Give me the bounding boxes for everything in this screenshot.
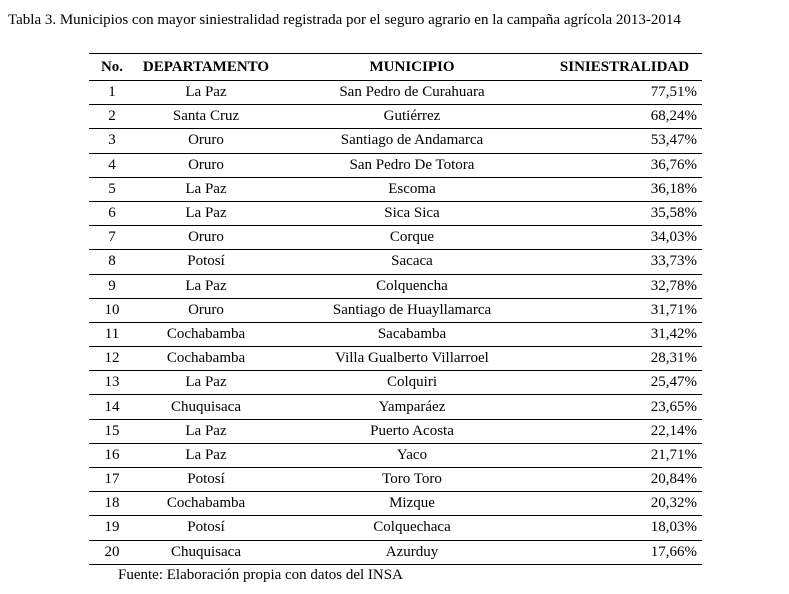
cell-municipio: Yamparáez: [277, 395, 547, 419]
cell-siniestralidad: 31,71%: [547, 298, 702, 322]
table-row: [89, 419, 702, 443]
table-row: [89, 468, 702, 492]
header-siniestralidad: SINIESTRALIDAD: [547, 54, 702, 81]
cell-no: 9: [89, 274, 135, 298]
cell-departamento: Santa Cruz: [135, 105, 277, 129]
table-caption: Tabla 3. Municipios con mayor siniestralidad registrada por el seguro agrario en la campaña agrícola 2013-2014: [8, 12, 681, 28]
cell-departamento: La Paz: [135, 371, 277, 395]
source-note: Fuente: Elaboración propia con datos del INSA: [118, 567, 403, 583]
cell-municipio: Sacaca: [277, 250, 547, 274]
cell-no: 10: [89, 298, 135, 322]
table-row: [89, 371, 702, 395]
cell-municipio: Colquencha: [277, 274, 547, 298]
cell-municipio: Sacabamba: [277, 322, 547, 346]
cell-departamento: Potosí: [135, 250, 277, 274]
cell-siniestralidad: 20,84%: [547, 468, 702, 492]
cell-siniestralidad: 18,03%: [547, 516, 702, 540]
table-row: [89, 226, 702, 250]
cell-siniestralidad: 36,18%: [547, 177, 702, 201]
cell-no: 6: [89, 201, 135, 225]
cell-municipio: Yaco: [277, 443, 547, 467]
header-departamento: DEPARTAMENTO: [135, 54, 277, 81]
cell-departamento: Oruro: [135, 153, 277, 177]
cell-departamento: Potosí: [135, 468, 277, 492]
siniestralidad-table: [89, 53, 702, 565]
cell-siniestralidad: 53,47%: [547, 129, 702, 153]
cell-siniestralidad: 31,42%: [547, 322, 702, 346]
table-row: [89, 250, 702, 274]
cell-siniestralidad: 25,47%: [547, 371, 702, 395]
cell-municipio: Villa Gualberto Villarroel: [277, 347, 547, 371]
cell-municipio: Gutiérrez: [277, 105, 547, 129]
cell-siniestralidad: 17,66%: [547, 540, 702, 564]
cell-departamento: Oruro: [135, 298, 277, 322]
cell-no: 8: [89, 250, 135, 274]
cell-siniestralidad: 68,24%: [547, 105, 702, 129]
cell-municipio: San Pedro de Curahuara: [277, 81, 547, 105]
siniestralidad-table-container: [89, 53, 702, 565]
table-row: [89, 177, 702, 201]
cell-municipio: Corque: [277, 226, 547, 250]
table-row: [89, 201, 702, 225]
header-municipio: MUNICIPIO: [277, 54, 547, 81]
cell-municipio: Azurduy: [277, 540, 547, 564]
cell-departamento: Cochabamba: [135, 492, 277, 516]
cell-no: 1: [89, 81, 135, 105]
cell-no: 7: [89, 226, 135, 250]
cell-departamento: Cochabamba: [135, 322, 277, 346]
cell-siniestralidad: 22,14%: [547, 419, 702, 443]
table-row: [89, 153, 702, 177]
cell-departamento: Chuquisaca: [135, 395, 277, 419]
cell-no: 2: [89, 105, 135, 129]
cell-no: 20: [89, 540, 135, 564]
table-row: [89, 81, 702, 105]
cell-departamento: La Paz: [135, 443, 277, 467]
cell-siniestralidad: 21,71%: [547, 443, 702, 467]
cell-municipio: Colquiri: [277, 371, 547, 395]
cell-siniestralidad: 33,73%: [547, 250, 702, 274]
cell-siniestralidad: 23,65%: [547, 395, 702, 419]
cell-no: 4: [89, 153, 135, 177]
cell-departamento: La Paz: [135, 274, 277, 298]
table-row: [89, 347, 702, 371]
cell-departamento: La Paz: [135, 201, 277, 225]
table-row: [89, 395, 702, 419]
cell-municipio: Santiago de Andamarca: [277, 129, 547, 153]
cell-departamento: Oruro: [135, 226, 277, 250]
cell-no: 11: [89, 322, 135, 346]
cell-no: 12: [89, 347, 135, 371]
cell-departamento: Chuquisaca: [135, 540, 277, 564]
header-no: No.: [89, 54, 135, 81]
cell-departamento: La Paz: [135, 177, 277, 201]
table-row: [89, 443, 702, 467]
cell-siniestralidad: 36,76%: [547, 153, 702, 177]
cell-municipio: Colquechaca: [277, 516, 547, 540]
cell-municipio: Mizque: [277, 492, 547, 516]
cell-departamento: Potosí: [135, 516, 277, 540]
cell-no: 19: [89, 516, 135, 540]
cell-no: 16: [89, 443, 135, 467]
cell-no: 15: [89, 419, 135, 443]
cell-departamento: Cochabamba: [135, 347, 277, 371]
table-header-row: [89, 54, 702, 81]
cell-municipio: Santiago de Huayllamarca: [277, 298, 547, 322]
cell-departamento: Oruro: [135, 129, 277, 153]
cell-siniestralidad: 20,32%: [547, 492, 702, 516]
table-row: [89, 274, 702, 298]
cell-departamento: La Paz: [135, 81, 277, 105]
cell-no: 5: [89, 177, 135, 201]
table-row: [89, 322, 702, 346]
cell-municipio: Escoma: [277, 177, 547, 201]
cell-municipio: Sica Sica: [277, 201, 547, 225]
cell-siniestralidad: 77,51%: [547, 81, 702, 105]
table-body: [89, 81, 702, 565]
cell-siniestralidad: 35,58%: [547, 201, 702, 225]
table-row: [89, 492, 702, 516]
cell-no: 3: [89, 129, 135, 153]
cell-no: 17: [89, 468, 135, 492]
table-row: [89, 105, 702, 129]
cell-no: 13: [89, 371, 135, 395]
cell-siniestralidad: 32,78%: [547, 274, 702, 298]
cell-siniestralidad: 34,03%: [547, 226, 702, 250]
cell-departamento: La Paz: [135, 419, 277, 443]
table-row: [89, 298, 702, 322]
cell-siniestralidad: 28,31%: [547, 347, 702, 371]
cell-municipio: Toro Toro: [277, 468, 547, 492]
table-row: [89, 540, 702, 564]
cell-municipio: Puerto Acosta: [277, 419, 547, 443]
cell-municipio: San Pedro De Totora: [277, 153, 547, 177]
table-row: [89, 516, 702, 540]
cell-no: 18: [89, 492, 135, 516]
table-row: [89, 129, 702, 153]
cell-no: 14: [89, 395, 135, 419]
